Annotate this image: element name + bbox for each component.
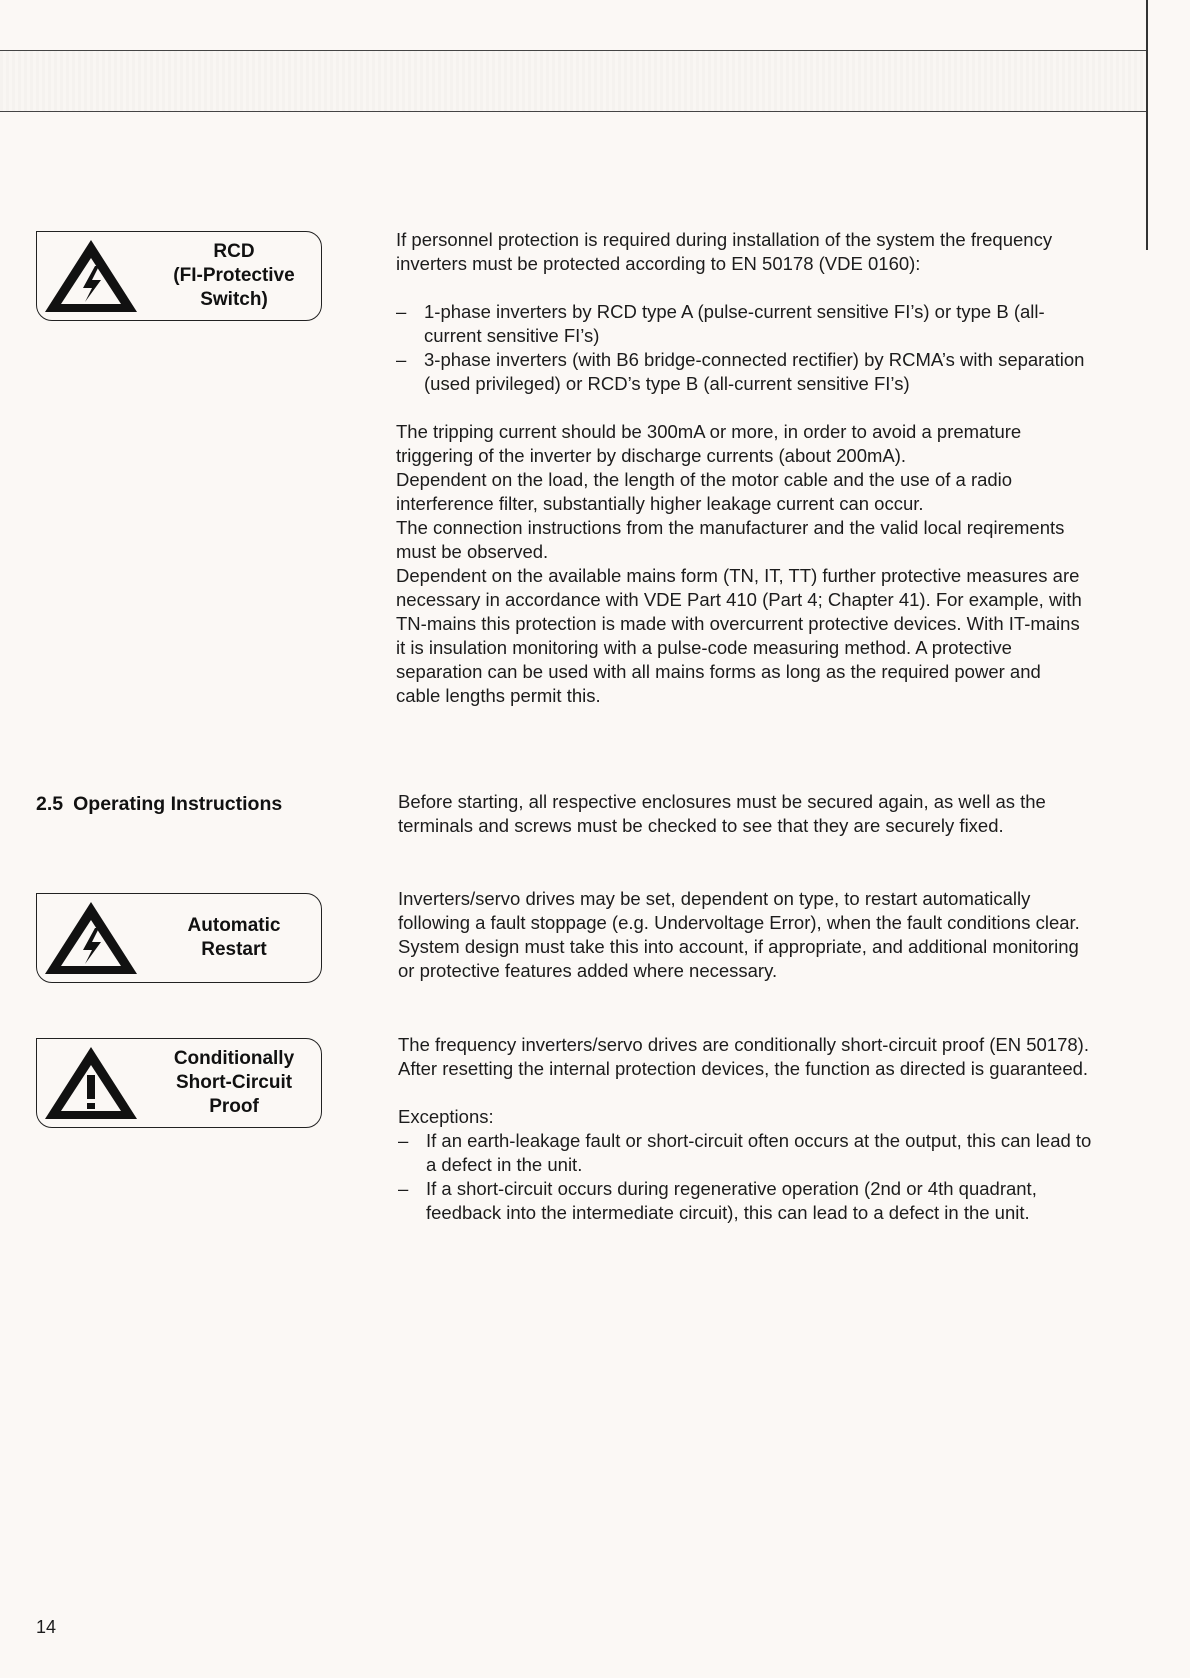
list-item: – 1-phase inverters by RCD type A (pulse-current sensitive FI’s) or type B (all-current sensitive FI’s)	[396, 300, 1088, 348]
warning-label-line: RCD	[213, 241, 255, 262]
paragraph: The connection instructions from the manufacturer and the valid local reqirements must be observed.	[396, 517, 1065, 562]
rcd-paragraphs	[396, 420, 1088, 708]
paragraph: Dependent on the load, the length of the motor cable and the use of a radio interference filter, substantially higher leakage current can occur.	[396, 469, 1013, 514]
paragraph: The tripping current should be 300mA or more, in order to avoid a premature triggering of the inverter by discharge currents (about 200mA).	[396, 421, 1022, 466]
paragraph: Dependent on the available mains form (TN, IT, TT) further protective measures are necessary in accordance with VDE Part 410 (Part 4; Chapter 41). For example, with TN-mains this protection is made with overcurrent protective devices. With IT-mains it is insulation monitoring with a pulse-code measuring method. A protective separation can be used with all mains forms as long as the required power and cable lengths permit this.	[396, 565, 1082, 706]
rcd-text-block	[396, 228, 1088, 708]
warning-label-line: Proof	[209, 1096, 259, 1117]
header-band	[0, 50, 1147, 112]
section-heading	[36, 793, 282, 816]
warning-label-line: Conditionally	[173, 1048, 295, 1069]
section-number: 2.5	[36, 793, 64, 815]
list-item: – If a short-circuit occurs during regenerative operation (2nd or 4th quadrant, feedback into the intermediate circuit), this can lead to a defect in the unit.	[398, 1177, 1098, 1225]
rcd-intro: If personnel protection is required during installation of the system the frequency inverters must be protected according to EN 50178 (VDE 0160):	[396, 229, 1053, 274]
shortcircuit-text-block	[398, 1033, 1098, 1225]
paragraph: Before starting, all respective enclosures must be secured again, as well as the terminals and screws must be checked to see that they are securely fixed.	[398, 791, 1046, 836]
warning-label-line: Short-Circuit	[175, 1072, 293, 1093]
restart-warning-box	[36, 893, 322, 983]
exceptions-label: Exceptions:	[398, 1106, 494, 1127]
rcd-warning-label	[155, 232, 313, 320]
page-edge-rule	[1146, 0, 1148, 250]
shortcircuit-warning-box	[36, 1038, 322, 1128]
list-item: – If an earth-leakage fault or short-circuit often occurs at the output, this can lead to a defect in the unit.	[398, 1129, 1098, 1177]
operating-text-block	[398, 790, 1098, 838]
restart-warning-label	[155, 894, 313, 982]
shortcircuit-warning-label	[155, 1039, 313, 1127]
restart-text-block	[398, 887, 1098, 983]
warning-label-line: Switch)	[200, 289, 268, 310]
high-voltage-warning-icon	[41, 898, 141, 978]
paragraph: Inverters/servo drives may be set, dependent on type, to restart automatically following a fault stoppage (e.g. Undervoltage Error), when the fault conditions clear. System design must take this into account, if appropriate, and additional monitoring or protective features added where necessary.	[398, 888, 1080, 981]
rcd-bullet-list	[396, 300, 1088, 396]
section-title: Operating Instructions	[73, 793, 283, 815]
high-voltage-warning-icon	[41, 236, 141, 316]
page-number: 14	[36, 1617, 57, 1637]
paragraph: The frequency inverters/servo drives are conditionally short-circuit proof (EN 50178). After resetting the internal protection devices, the function as directed is guaranteed.	[398, 1034, 1089, 1079]
warning-label-line: (FI-Protective	[173, 265, 295, 286]
list-item: – 3-phase inverters (with B6 bridge-connected rectifier) by RCMA’s with separation (used privileged) or RCD’s type B (all-current sensitive FI’s)	[396, 348, 1088, 396]
warning-label-line: Restart	[201, 939, 267, 960]
exclamation-warning-icon	[41, 1043, 141, 1123]
exceptions-list	[398, 1129, 1098, 1225]
rcd-warning-box	[36, 231, 322, 321]
warning-label-line: Automatic	[187, 915, 281, 936]
